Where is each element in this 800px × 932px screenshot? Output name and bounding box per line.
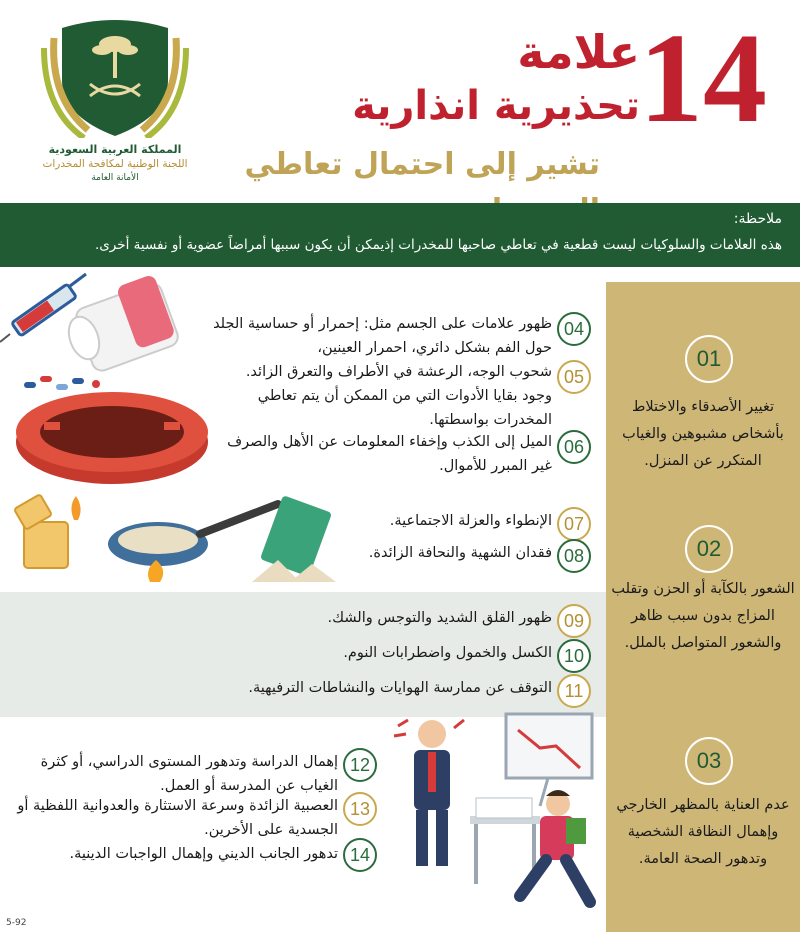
item-text: الميل إلى الكذب وإخفاء المعلومات عن الأهل والصرف غير المبرر للأموال. <box>227 434 552 474</box>
sign-text: تغيير الأصدقاء والاختلاط بأشخاص مشبوهين والغياب المتكرر عن المنزل. <box>622 399 784 469</box>
headline-subtitle: تشير إلى احتمال تعاطي <box>244 147 600 182</box>
sign-text: الشعور بالكآبة أو الحزن وتقلب المزاج بدون سبب ظاهر والشعور المتواصل بالملل. <box>611 581 795 651</box>
item-number-circle: 14 <box>343 838 377 872</box>
pills-icon <box>24 376 100 390</box>
sign-text: عدم العناية بالمظهر الخارجي وإهمال النظافة الشخصية وتدهور الصحة العامة. <box>616 797 790 867</box>
stressed-workers-illustration <box>380 706 606 928</box>
item-text: العصبية الزائدة وسرعة الاستثارة والعدوانية اللفظية أو الجسدية على الأخرين. <box>17 798 338 838</box>
item-number-circle: 08 <box>557 539 591 573</box>
lighter-icon <box>14 494 81 568</box>
headline-number: 14 <box>639 7 767 149</box>
stressed-man-icon <box>394 720 464 866</box>
sign-number-circle: 01 <box>685 335 733 383</box>
drugs-paraphernalia-illustration <box>0 272 220 502</box>
headline-line-1: علامة <box>517 25 640 79</box>
item-number-circle: 07 <box>557 507 591 541</box>
papers-desk-icon <box>470 798 540 884</box>
headline-line-2: تحذيرية انذارية <box>352 83 640 129</box>
note-title: ملاحظة: <box>733 211 782 227</box>
item-text: إهمال الدراسة وتدهور المستوى الدراسي، أو كثرة الغياب عن المدرسة أو العمل. <box>40 754 338 794</box>
item-number-circle: 13 <box>343 792 377 826</box>
sign-number-circle: 03 <box>685 737 733 785</box>
item-text: التوقف عن ممارسة الهوايات والنشاطات الترفيهية. <box>248 680 552 696</box>
item-text: شحوب الوجه، الرعشة في الأطراف والتعرق الزائد. وجود بقايا الأدوات التي من الممكن أن يتم تعاطي المخدرات بواسطتها. <box>245 364 552 428</box>
item-text: ظهور علامات على الجسم مثل: إحمرار أو حساسية الجلد حول الفم بشكل دائري، احمرار العينين، <box>213 316 552 356</box>
item-number-circle: 09 <box>557 604 591 638</box>
item-text: ظهور القلق الشديد والتوجس والشك. <box>327 610 552 626</box>
committee-logo <box>40 18 190 193</box>
ashtray-icon <box>16 392 208 484</box>
item-number-circle: 12 <box>343 748 377 782</box>
item-number-circle: 10 <box>557 639 591 673</box>
item-text: تدهور الجانب الديني وإهمال الواجبات الدينية. <box>69 846 338 862</box>
footer-code: 5-92 <box>6 918 27 928</box>
item-text: الكسل والخمول واضطرابات النوم. <box>343 645 552 661</box>
sign-number-circle: 02 <box>685 525 733 573</box>
item-number-circle: 05 <box>557 360 591 394</box>
note-text: هذه العلامات والسلوكيات ليست قطعية في تعاطي صاحبها للمخدرات إذيمكن أن يكون سببها أمراضاً عضوية أو نفسية أخرى. <box>94 237 782 253</box>
item-number-circle: 06 <box>557 430 591 464</box>
falling-chart-board-icon <box>506 714 592 806</box>
spoon-icon <box>108 504 278 582</box>
item-number-circle: 11 <box>557 674 591 708</box>
lighter-spoon-illustration <box>0 490 360 590</box>
logo-committee-text: اللجنة الوطنية لمكافحة المخدرات <box>42 158 188 170</box>
item-number-circle: 04 <box>557 312 591 346</box>
item-text: الإنطواء والعزلة الاجتماعية. <box>389 513 552 529</box>
pill-bottle-icon <box>63 274 180 374</box>
item-text: فقدان الشهية والنحافة الزائدة. <box>368 545 552 561</box>
logo-secretariat-text: الأمانة العامة <box>91 173 139 183</box>
logo-country-text: المملكة العربية السعودية <box>48 143 182 156</box>
shield-emblem-icon <box>40 18 190 138</box>
